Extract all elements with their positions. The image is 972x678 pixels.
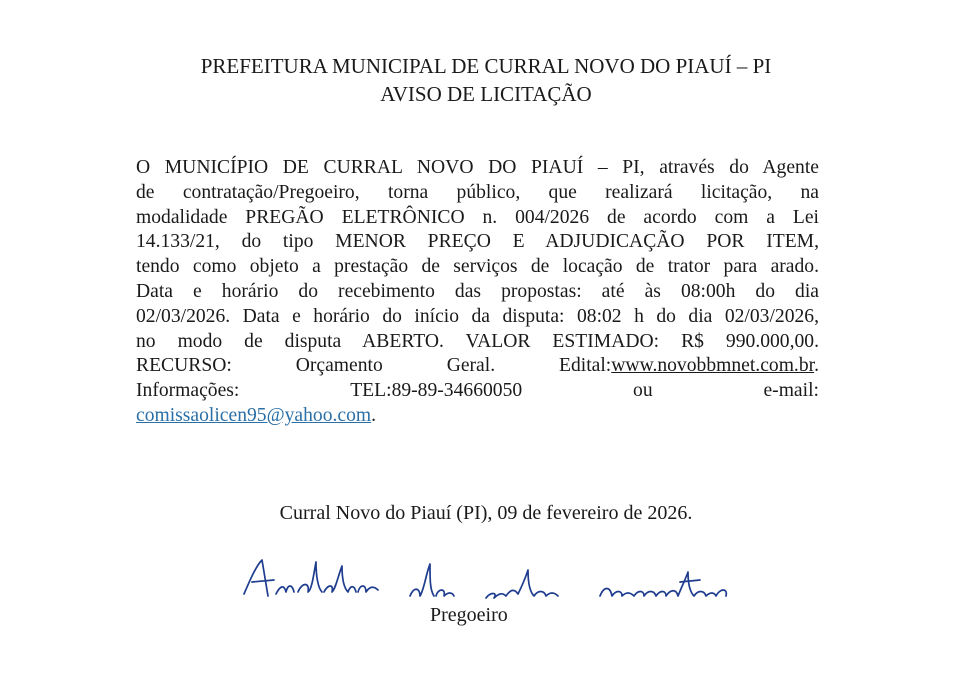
resource-label: RECURSO: — [136, 355, 232, 377]
resource-line — [136, 354, 819, 379]
handwritten-signature — [240, 552, 800, 612]
info-label: Informações: — [136, 380, 240, 402]
edital-label: Edital: — [559, 355, 612, 377]
resource-budget: Orçamento — [295, 355, 383, 377]
header-title: PREFEITURA MUNICIPAL DE CURRAL NOVO DO PIAUÍ – PI — [200, 54, 772, 78]
edital-link[interactable]: www.novobbmnet.com.br — [611, 355, 815, 377]
body-line: 14.133/21, do tipo MENOR PREÇO E ADJUDICAÇÃO POR ITEM, — [136, 231, 819, 253]
notice-title: AVISO DE LICITAÇÃO — [380, 82, 592, 106]
phone-number: TEL:89-89-34660050 — [350, 380, 523, 402]
body-line: 02/03/2026. Data e horário do início da disputa: 08:02 h do dia 02/03/2026, — [136, 305, 819, 327]
body-line: O MUNICÍPIO DE CURRAL NOVO DO PIAUÍ – PI, através do Agente — [136, 157, 819, 178]
resource-general: Geral. — [446, 355, 496, 377]
date-line: Curral Novo do Piauí (PI), 09 de fevereiro de 2026. — [279, 502, 693, 524]
email-period: . — [371, 404, 377, 426]
edital-period: . — [814, 355, 819, 377]
contact-line — [136, 379, 819, 404]
or-text: ou — [633, 380, 653, 402]
email-line — [136, 404, 819, 429]
body-line: modalidade PREGÃO ELETRÔNICO n. 004/2026 de acordo com a Lei — [136, 206, 819, 228]
edital-group — [559, 354, 819, 379]
email-label: e-mail: — [763, 380, 819, 402]
body-line: tendo como objeto a prestação de serviços de locação de trator para arado. — [136, 256, 819, 278]
body-line: de contratação/Pregoeiro, torna público, que realizará licitação, na — [136, 181, 819, 203]
body-line: Data e horário do recebimento das propostas: até às 08:00h do dia — [136, 280, 819, 302]
signer-role: Pregoeiro — [430, 604, 508, 626]
email-link[interactable]: comissaolicen95@yahoo.com — [136, 404, 372, 426]
body-line: no modo de disputa ABERTO. VALOR ESTIMADO: R$ 990.000,00. — [136, 330, 819, 352]
notice-body — [136, 156, 819, 429]
